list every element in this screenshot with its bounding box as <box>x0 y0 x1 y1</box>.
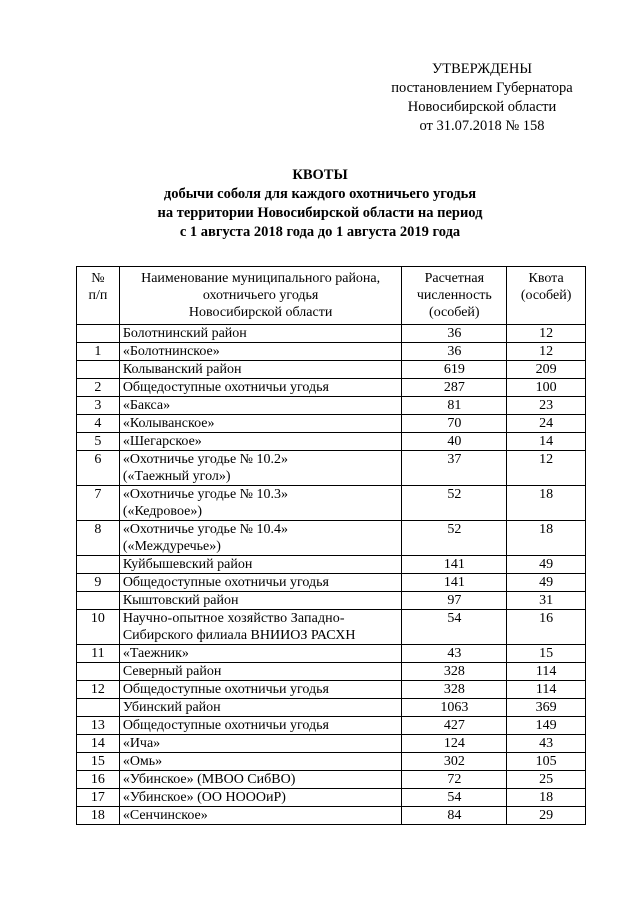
row-population: 36 <box>402 325 507 343</box>
row-population: 52 <box>402 521 507 556</box>
row-name: Общедоступные охотничьи угодья <box>119 574 402 592</box>
row-name: «Сенчинское» <box>119 807 402 825</box>
row-number <box>77 556 120 574</box>
row-quota: 149 <box>507 717 586 735</box>
row-quota: 12 <box>507 325 586 343</box>
table-row <box>77 343 586 361</box>
header-quota <box>507 267 586 325</box>
row-name-line-1: «Охотничье угодье № 10.3» <box>122 487 289 502</box>
row-number: 15 <box>77 753 120 771</box>
row-quota: 100 <box>507 379 586 397</box>
row-quota: 114 <box>507 681 586 699</box>
row-number: 1 <box>77 343 120 361</box>
row-name: Северный район <box>119 663 402 681</box>
row-quota: 12 <box>507 343 586 361</box>
row-population: 287 <box>402 379 507 397</box>
row-population: 619 <box>402 361 507 379</box>
row-quota: 25 <box>507 771 586 789</box>
title-line-3: на территории Новосибирской области на период <box>157 205 483 221</box>
approval-decree: постановлением Губернатора <box>391 80 573 96</box>
row-name <box>119 610 402 645</box>
table-row <box>77 415 586 433</box>
row-population: 81 <box>402 397 507 415</box>
row-name: «Убинское» (МВОО СибВО) <box>119 771 402 789</box>
row-number: 17 <box>77 789 120 807</box>
row-number <box>77 325 120 343</box>
table-row <box>77 361 586 379</box>
header-number-line-1: № <box>91 271 105 286</box>
table-row <box>77 699 586 717</box>
quota-table <box>76 266 586 825</box>
row-population: 84 <box>402 807 507 825</box>
row-population: 70 <box>402 415 507 433</box>
row-name: «Таежник» <box>119 645 402 663</box>
header-quota-line-1: Квота <box>528 271 564 286</box>
table-row <box>77 807 586 825</box>
row-number: 9 <box>77 574 120 592</box>
row-population: 1063 <box>402 699 507 717</box>
table-row <box>77 486 586 521</box>
row-name: Общедоступные охотничьи угодья <box>119 681 402 699</box>
table-row <box>77 325 586 343</box>
header-number-line-2: п/п <box>88 288 108 303</box>
row-population: 328 <box>402 663 507 681</box>
row-number: 4 <box>77 415 120 433</box>
table-row <box>77 681 586 699</box>
row-quota: 105 <box>507 753 586 771</box>
row-population: 302 <box>402 753 507 771</box>
row-quota: 23 <box>507 397 586 415</box>
row-number: 7 <box>77 486 120 521</box>
row-name: «Болотнинское» <box>119 343 402 361</box>
row-number <box>77 592 120 610</box>
row-quota: 18 <box>507 789 586 807</box>
row-quota: 12 <box>507 451 586 486</box>
row-population: 36 <box>402 343 507 361</box>
row-number: 5 <box>77 433 120 451</box>
table-row <box>77 451 586 486</box>
row-quota: 18 <box>507 486 586 521</box>
header-population-line-3: (особей) <box>429 305 480 320</box>
row-number: 18 <box>77 807 120 825</box>
approval-date: от 31.07.2018 № 158 <box>419 118 545 134</box>
document-title <box>0 166 640 242</box>
table-row <box>77 574 586 592</box>
row-number: 10 <box>77 610 120 645</box>
row-population: 328 <box>402 681 507 699</box>
row-number <box>77 663 120 681</box>
row-number: 14 <box>77 735 120 753</box>
row-quota: 43 <box>507 735 586 753</box>
table-header-row <box>77 267 586 325</box>
row-population: 141 <box>402 556 507 574</box>
table-row <box>77 610 586 645</box>
table-row <box>77 753 586 771</box>
row-name: «Шегарское» <box>119 433 402 451</box>
table-row <box>77 735 586 753</box>
row-population: 427 <box>402 717 507 735</box>
row-population: 54 <box>402 610 507 645</box>
table-row <box>77 645 586 663</box>
row-quota: 15 <box>507 645 586 663</box>
approval-block <box>382 60 582 136</box>
row-population: 43 <box>402 645 507 663</box>
row-quota: 209 <box>507 361 586 379</box>
table-row <box>77 717 586 735</box>
header-population <box>402 267 507 325</box>
table-row <box>77 379 586 397</box>
header-population-line-2: численность <box>416 288 492 303</box>
table-row <box>77 433 586 451</box>
row-population: 97 <box>402 592 507 610</box>
row-name: «Убинское» (ОО НОООиР) <box>119 789 402 807</box>
row-name-line-1: «Охотничье угодье № 10.4» <box>122 522 289 537</box>
row-name: Убинский район <box>119 699 402 717</box>
row-name-line-1: Научно-опытное хозяйство Западно- <box>122 611 345 626</box>
header-number <box>77 267 120 325</box>
row-name: «Ича» <box>119 735 402 753</box>
row-quota: 114 <box>507 663 586 681</box>
header-name-line-2: охотничьего угодья <box>202 288 319 303</box>
row-name-line-1: «Охотничье угодье № 10.2» <box>122 452 289 467</box>
row-name <box>119 521 402 556</box>
table-row <box>77 397 586 415</box>
approval-region: Новосибирской области <box>407 99 557 115</box>
table-row <box>77 663 586 681</box>
row-name: Колыванский район <box>119 361 402 379</box>
row-name: Куйбышевский район <box>119 556 402 574</box>
row-population: 141 <box>402 574 507 592</box>
row-population: 52 <box>402 486 507 521</box>
row-number: 2 <box>77 379 120 397</box>
row-population: 54 <box>402 789 507 807</box>
table-row <box>77 521 586 556</box>
row-number <box>77 699 120 717</box>
row-quota: 24 <box>507 415 586 433</box>
row-quota: 369 <box>507 699 586 717</box>
row-population: 40 <box>402 433 507 451</box>
row-population: 37 <box>402 451 507 486</box>
row-population: 72 <box>402 771 507 789</box>
table-row <box>77 556 586 574</box>
row-name-line-2: Сибирского филиала ВНИИОЗ РАСХН <box>122 628 356 643</box>
approval-heading: УТВЕРЖДЕНЫ <box>431 61 533 77</box>
header-quota-line-2: (особей) <box>520 288 572 303</box>
row-name: Болотнинский район <box>119 325 402 343</box>
row-name: Общедоступные охотничьи угодья <box>119 379 402 397</box>
row-name-line-2: («Междуречье») <box>122 539 221 554</box>
row-number: 13 <box>77 717 120 735</box>
row-population: 124 <box>402 735 507 753</box>
row-name: «Бакса» <box>119 397 402 415</box>
row-number: 12 <box>77 681 120 699</box>
title-heading: КВОТЫ <box>292 167 348 183</box>
row-name: Кыштовский район <box>119 592 402 610</box>
row-number: 6 <box>77 451 120 486</box>
row-quota: 49 <box>507 574 586 592</box>
row-quota: 16 <box>507 610 586 645</box>
row-number <box>77 361 120 379</box>
row-quota: 18 <box>507 521 586 556</box>
header-name-line-3: Новосибирской области <box>188 305 333 320</box>
row-name <box>119 451 402 486</box>
row-number: 3 <box>77 397 120 415</box>
row-quota: 14 <box>507 433 586 451</box>
title-line-2: добычи соболя для каждого охотничьего угодья <box>163 186 477 202</box>
row-name-line-2: («Кедровое») <box>122 504 202 519</box>
row-name: «Омь» <box>119 753 402 771</box>
row-name: «Колыванское» <box>119 415 402 433</box>
table-row <box>77 592 586 610</box>
row-name <box>119 486 402 521</box>
row-quota: 29 <box>507 807 586 825</box>
row-number: 16 <box>77 771 120 789</box>
row-number: 11 <box>77 645 120 663</box>
row-name: Общедоступные охотничьи угодья <box>119 717 402 735</box>
title-line-4: с 1 августа 2018 года до 1 августа 2019 года <box>179 224 461 240</box>
row-name-line-2: («Таежный угол») <box>122 469 231 484</box>
header-name-line-1: Наименование муниципального района, <box>141 271 381 286</box>
row-quota: 31 <box>507 592 586 610</box>
header-population-line-1: Расчетная <box>424 271 485 286</box>
table-row <box>77 771 586 789</box>
table-row <box>77 789 586 807</box>
header-name <box>119 267 402 325</box>
row-quota: 49 <box>507 556 586 574</box>
row-number: 8 <box>77 521 120 556</box>
